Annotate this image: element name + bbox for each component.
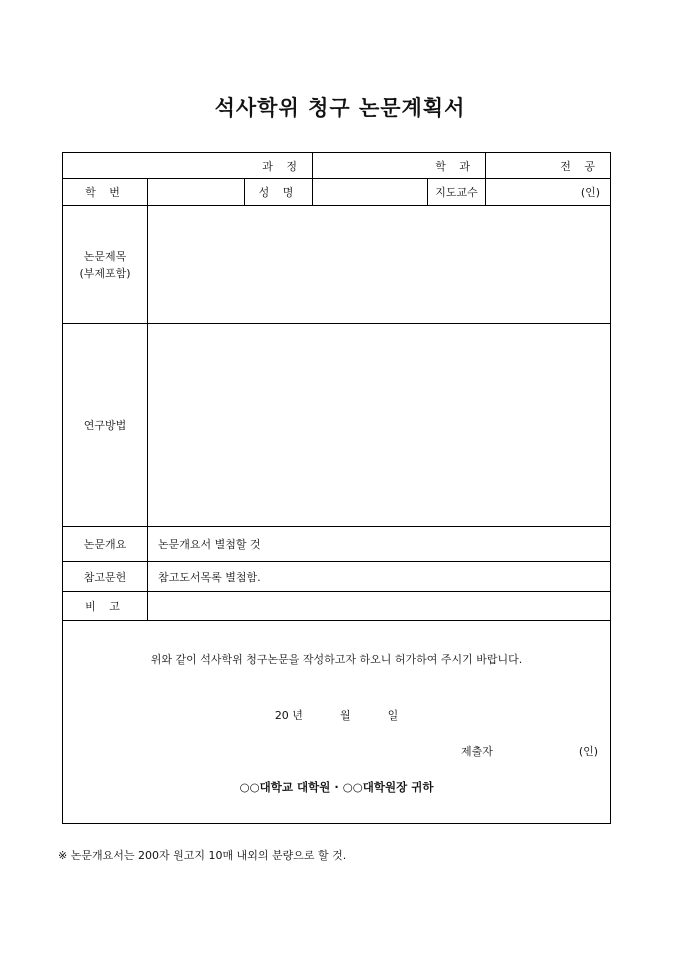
submitter-label: 제출자 bbox=[461, 745, 493, 758]
remarks-label: 비 고 bbox=[63, 592, 148, 621]
thesis-plan-form bbox=[62, 152, 611, 824]
addressee: ○○대학교 대학원 · ○○대학원장 귀하 bbox=[239, 780, 434, 794]
footnote: ※ 논문개요서는 200자 원고지 10매 내외의 분량으로 할 것. bbox=[58, 849, 347, 862]
references-label: 참고문헌 bbox=[63, 562, 148, 592]
summary-field[interactable]: 논문개요서 별첨할 것 bbox=[148, 527, 611, 562]
thesis-title-label-line2: (부제포함) bbox=[79, 266, 131, 280]
course-row bbox=[63, 153, 611, 179]
summary-row bbox=[63, 527, 611, 562]
declaration-text: 위와 같이 석사학위 청구논문을 작성하고자 하오니 허가하여 주시기 바랍니다. bbox=[150, 653, 523, 666]
date-day[interactable]: 일 bbox=[387, 709, 399, 722]
remarks-field[interactable] bbox=[148, 592, 611, 621]
name-label: 성 명 bbox=[245, 179, 313, 206]
research-method-field[interactable] bbox=[148, 324, 611, 527]
department-field[interactable]: 학 과 bbox=[313, 153, 486, 179]
thesis-title-label bbox=[63, 206, 148, 324]
references-field[interactable]: 참고도서목록 별첨함. bbox=[148, 562, 611, 592]
declaration-cell bbox=[63, 621, 611, 824]
major-field[interactable]: 전 공 bbox=[486, 153, 611, 179]
summary-label: 논문개요 bbox=[63, 527, 148, 562]
course-field[interactable]: 과 정 bbox=[63, 153, 313, 179]
date-line bbox=[63, 707, 610, 723]
submitter-seal-field[interactable]: (인) bbox=[578, 745, 599, 758]
remarks-row bbox=[63, 592, 611, 621]
thesis-title-label-line1: 논문제목 bbox=[83, 249, 127, 263]
thesis-title-field[interactable] bbox=[148, 206, 611, 324]
research-method-label: 연구방법 bbox=[63, 324, 148, 527]
date-year[interactable]: 20 년 bbox=[274, 709, 303, 722]
declaration-row bbox=[63, 621, 611, 824]
form-title: 석사학위 청구 논문계획서 bbox=[214, 96, 466, 120]
student-info-row bbox=[63, 179, 611, 206]
advisor-seal-field[interactable]: (인) bbox=[486, 179, 611, 206]
research-method-row bbox=[63, 324, 611, 527]
date-month[interactable]: 월 bbox=[339, 709, 351, 722]
thesis-title-row bbox=[63, 206, 611, 324]
references-row bbox=[63, 562, 611, 592]
student-id-label: 학 번 bbox=[63, 179, 148, 206]
advisor-label: 지도교수 bbox=[428, 179, 486, 206]
student-id-field[interactable] bbox=[148, 179, 245, 206]
name-field[interactable] bbox=[313, 179, 428, 206]
